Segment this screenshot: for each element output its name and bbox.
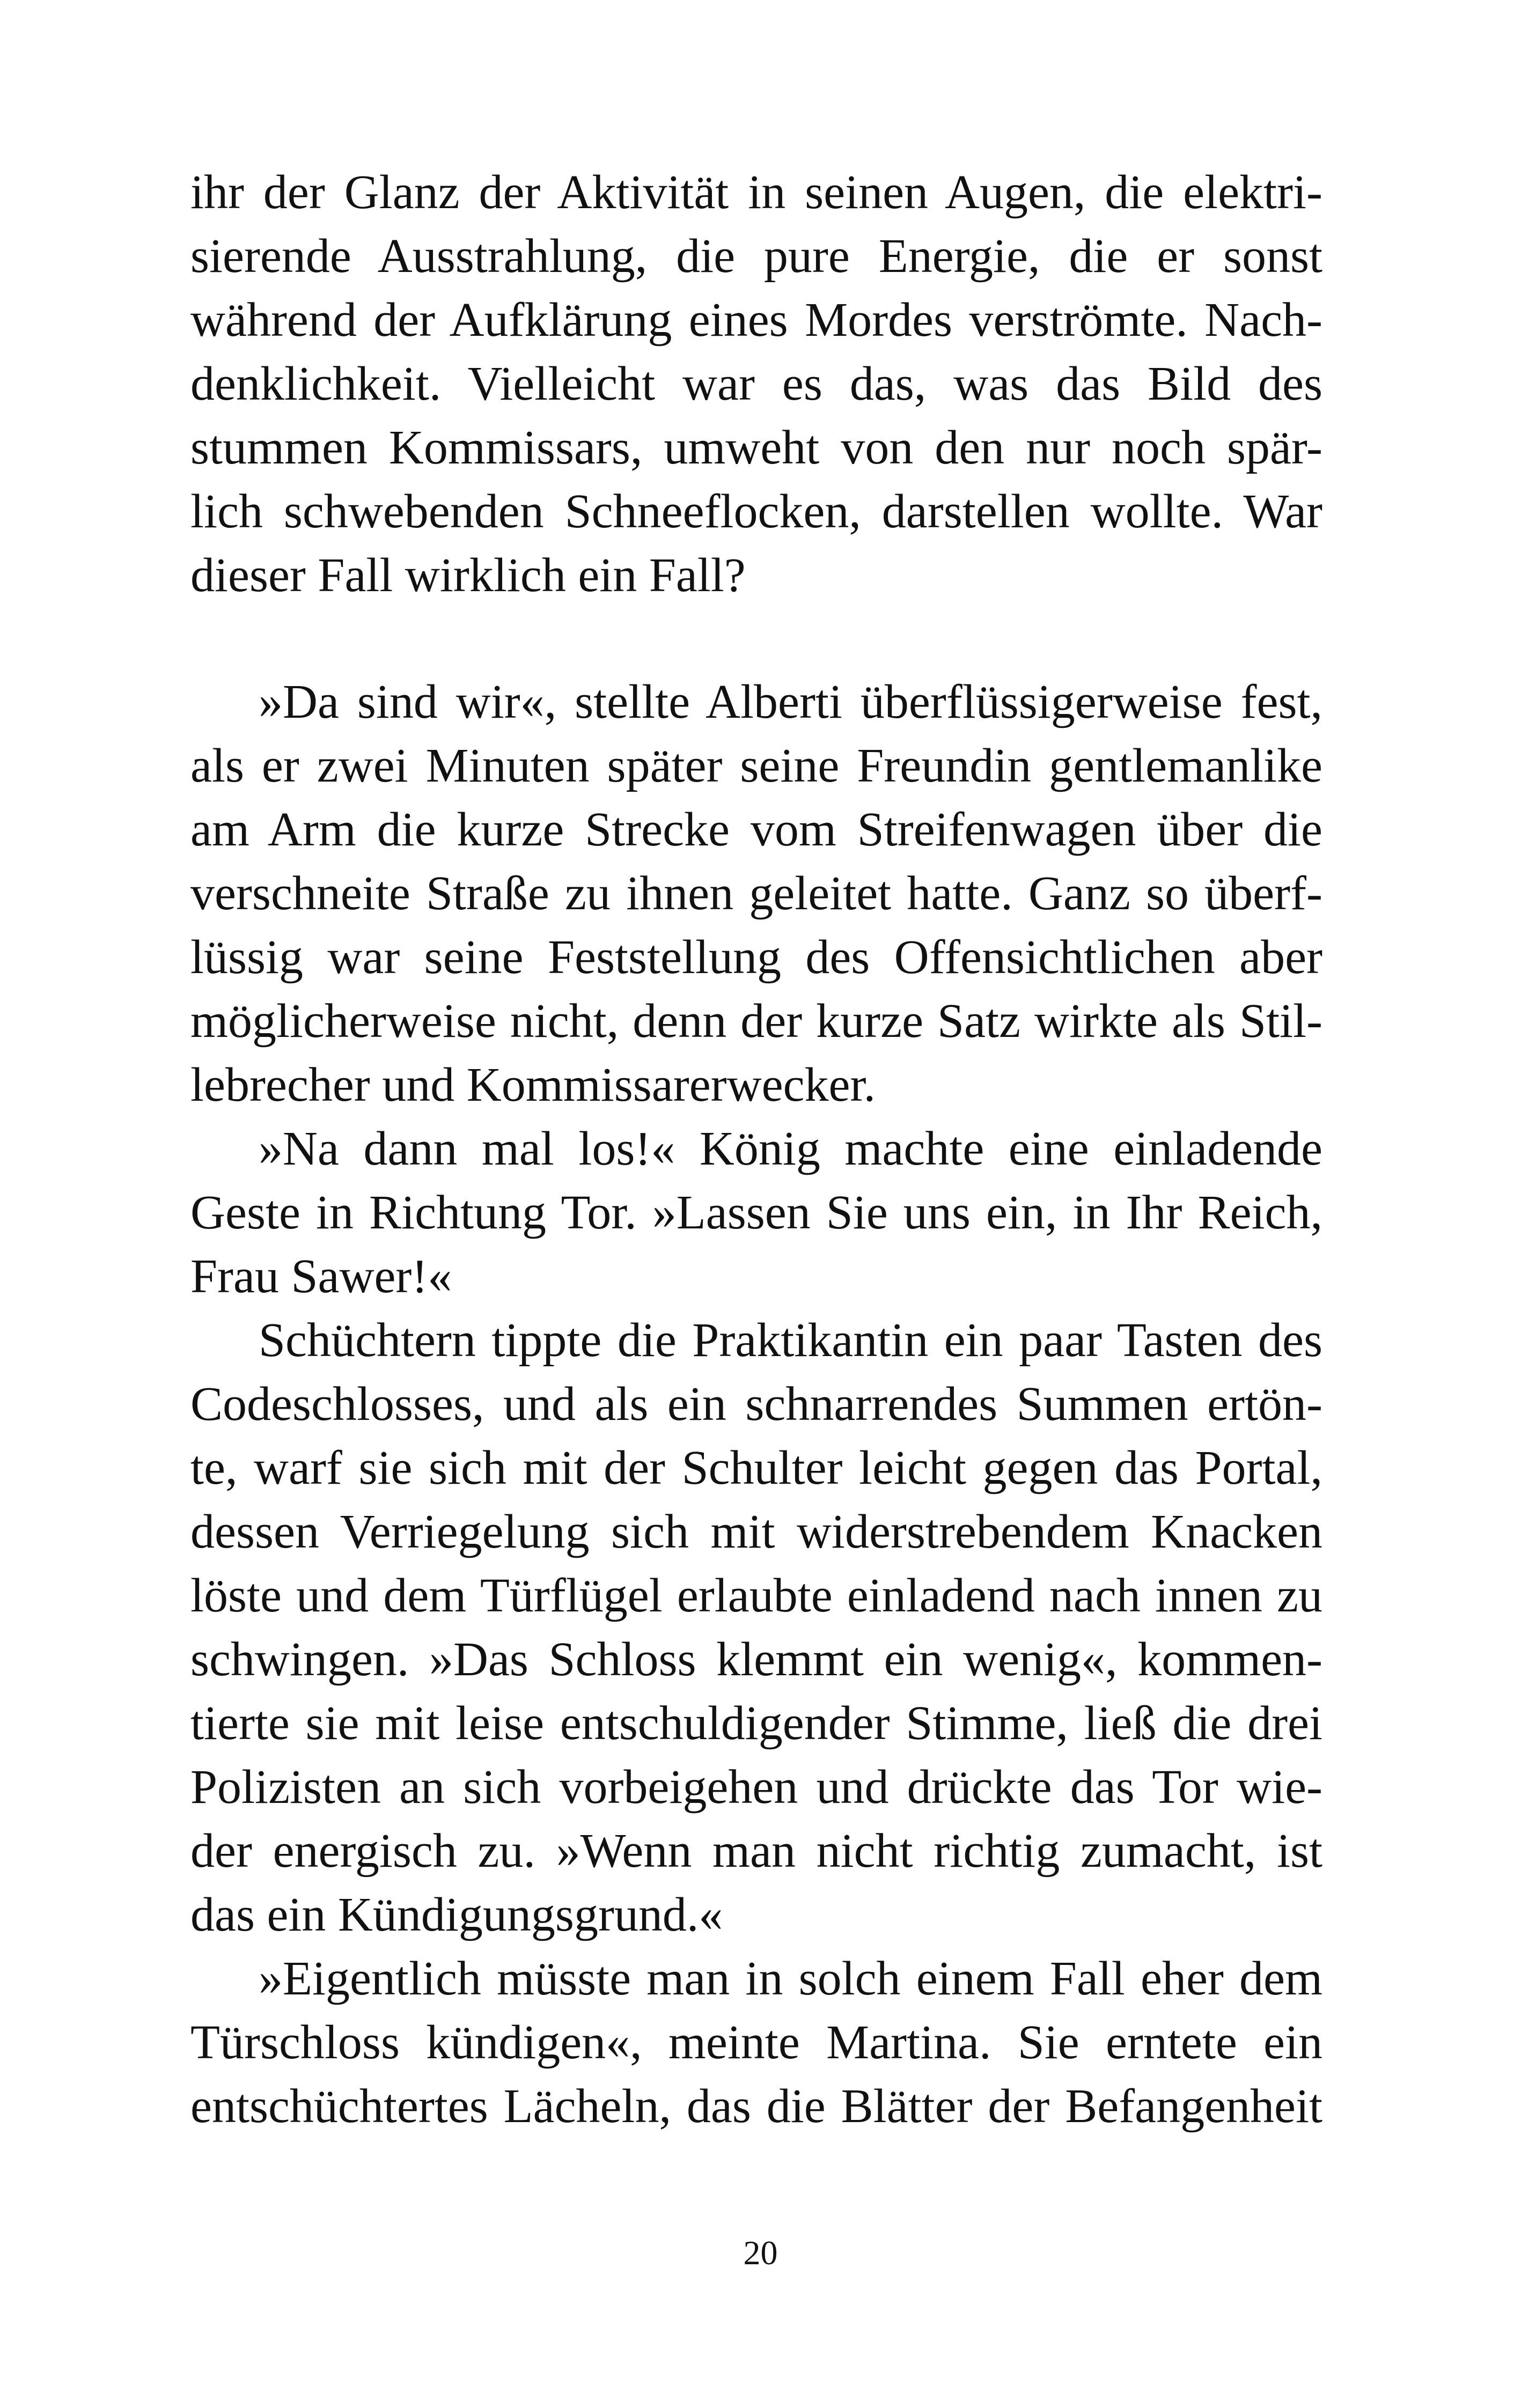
text-line: sierende Ausstrahlung, die pure Energie, die er sonst [190,230,1322,283]
text-line: Schüchtern tippte die Praktikantin ein paar Tasten des [259,1314,1322,1367]
text-line: »Na dann mal los!« König machte eine einladende [259,1122,1322,1175]
text-line: entschüchtertes Lächeln, das die Blätter der Befangenheit [190,2080,1322,2133]
text-line: möglicherweise nicht, denn der kurze Satz wirkte als Stil- [190,995,1322,1048]
text-line: verschneite Straße zu ihnen geleitet hatte. Ganz so überf- [190,867,1322,920]
paragraph-4 [190,1308,1322,1947]
paragraph-1 [190,160,1322,607]
text-line: dieser Fall wirklich ein Fall? [190,549,746,602]
text-line: löste und dem Türflügel erlaubte einladend nach innen zu [190,1569,1322,1622]
text-line: ihr der Glanz der Aktivität in seinen Augen, die elektri- [190,166,1322,219]
text-line: »Da sind wir«, stellte Alberti überflüssigerweise fest, [259,675,1322,728]
text-line: der energisch zu. »Wenn man nicht richtig zumacht, ist [190,1824,1322,1877]
text-line: am Arm die kurze Strecke vom Streifenwagen über die [190,803,1322,856]
text-line: schwingen. »Das Schloss klemmt ein wenig«, kommen- [190,1633,1322,1686]
text-line: Frau Sawer!« [190,1250,452,1303]
text-line: das ein Kündigungsgrund.« [190,1888,723,1941]
text-line: Türschloss kündigen«, meinte Martina. Sie erntete ein [190,2016,1322,2069]
paragraph-5 [190,1947,1322,2138]
text-line: lich schwebenden Schneeflocken, darstellen wollte. War [190,485,1322,538]
paragraph-2 [190,670,1322,1117]
text-line: stummen Kommissars, umweht von den nur noch spär- [190,421,1322,474]
text-block-main [190,670,1322,2138]
text-line: dessen Verriegelung sich mit widerstrebendem Knacken [190,1505,1322,1558]
paragraph-3 [190,1117,1322,1308]
text-line: Geste in Richtung Tor. »Lassen Sie uns ein, in Ihr Reich, [190,1186,1322,1239]
text-line: »Eigentlich müsste man in solch einem Fall eher dem [259,1952,1322,2005]
text-line: lüssig war seine Feststellung des Offensichtlichen aber [190,931,1322,984]
text-line: tierte sie mit leise entschuldigender Stimme, ließ die drei [190,1697,1322,1750]
text-line: Codeschlosses, und als ein schnarrendes Summen ertön- [190,1378,1322,1431]
text-line: denklichkeit. Vielleicht war es das, was das Bild des [190,357,1322,410]
text-line: te, warf sie sich mit der Schulter leicht gegen das Portal, [190,1441,1322,1494]
text-line: während der Aufklärung eines Mordes verströmte. Nach- [190,293,1322,347]
text-line: Polizisten an sich vorbeigehen und drückte das Tor wie- [190,1761,1322,1814]
text-line: lebrecher und Kommissarerwecker. [190,1058,876,1111]
page-number: 20 [743,2234,778,2272]
text-line: als er zwei Minuten später seine Freundin gentlemanlike [190,739,1322,792]
text-block-top [190,160,1322,607]
